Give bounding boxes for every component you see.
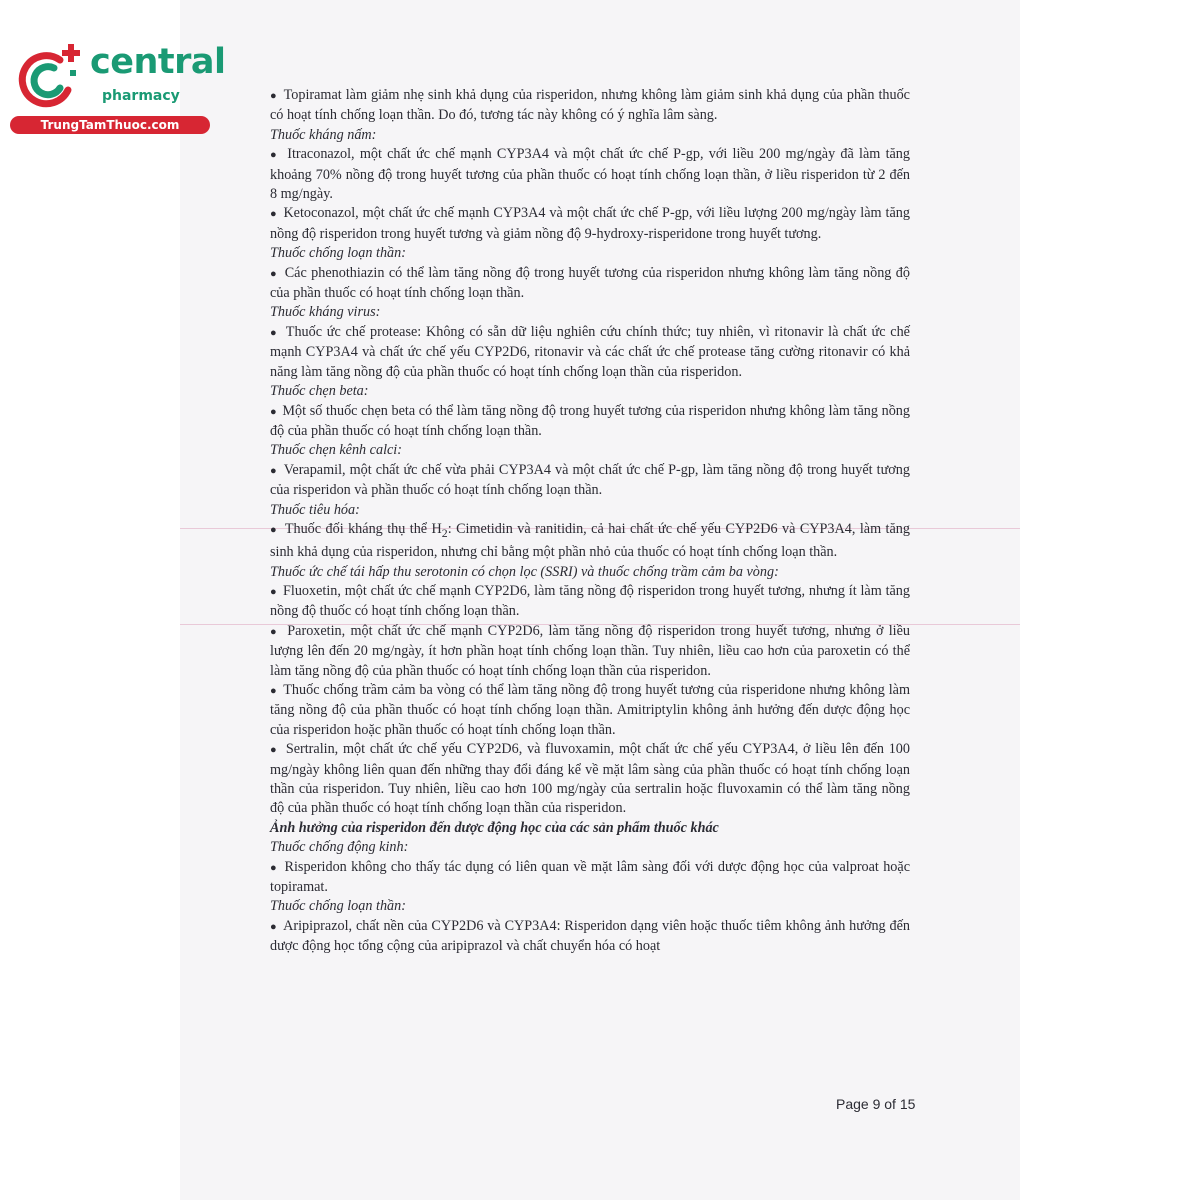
paragraph-paroxetin: ● Paroxetin, một chất ức chế mạnh CYP2D6, làm tăng nồng độ risperidon trong huyết tương, nhưng ở liều lượng lên đến 20 mg/ngày, ít hơn phần hoạt tính chống loạn thần. Tuy nhiên, liều cao hơn của paroxetin có thể làm tăng nồng độ của phần thuốc có hoạt tính chống loạn thần của risperidon. — [270, 622, 910, 681]
paragraph-verapamil: ● Verapamil, một chất ức chế vừa phải CYP3A4 và một chất ức chế P-gp, làm tăng nồng độ trong huyết tương của risperidon và phần thuốc có hoạt tính chống loạn thần. — [270, 461, 910, 501]
paragraph-topiramat: ● Topiramat làm giảm nhẹ sinh khả dụng của risperidon, nhưng không làm giảm sinh khả dụng của phần thuốc có hoạt tính chống loạn thần. Do đó, tương tác này không có ý nghĩa lâm sàng. — [270, 86, 910, 126]
heading-antiviral: Thuốc kháng virus: — [270, 304, 381, 321]
heading-antifungal: Thuốc kháng nấm: — [270, 126, 377, 143]
paragraph-beta-blocker: ● Một số thuốc chẹn beta có thể làm tăng nồng độ trong huyết tương của risperidon nhưng không làm tăng nồng độ của phần thuốc có hoạt tính chống loạn thần. — [270, 402, 910, 442]
document-body — [270, 86, 910, 957]
paragraph-itraconazol: ● Itraconazol, một chất ức chế mạnh CYP3A4 và một chất ức chế P-gp, với liều 200 mg/ngày đã làm tăng khoảng 70% nồng độ trong huyết tương của phần thuốc có hoạt tính chống loạn thần, ở liều risperidon từ 2 đến 8 mg/ngày. — [270, 145, 910, 204]
heading-beta-blocker: Thuốc chẹn beta: — [270, 383, 369, 400]
heading-ssri: Thuốc ức chế tái hấp thu serotonin có chọn lọc (SSRI) và thuốc chống trầm cảm ba vòng: — [270, 563, 779, 580]
heading-antiepileptic: Thuốc chống động kinh: — [270, 839, 409, 856]
paragraph-tricyclic: ● Thuốc chống trầm cảm ba vòng có thể làm tăng nồng độ trong huyết tương của risperidone nhưng không làm tăng nồng độ của phần thuốc có hoạt tính chống loạn thần. Amitriptylin không ảnh hưởng đến dược động học của risperidon hoặc phần thuốc có hoạt tính chống loạn thần. — [270, 681, 910, 740]
paragraph-valproat: ● Risperidon không cho thấy tác dụng có liên quan về mặt lâm sàng đối với dược động học của valproat hoặc topiramat. — [270, 858, 910, 898]
paragraph-h2-antagonist — [270, 520, 910, 563]
paragraph-phenothiazin: ● Các phenothiazin có thể làm tăng nồng độ trong huyết tương của risperidon nhưng không làm tăng nồng độ của phần thuốc có hoạt tính chống loạn thần. — [270, 264, 910, 304]
paragraph-protease: ● Thuốc ức chế protease: Không có sẵn dữ liệu nghiên cứu chính thức; tuy nhiên, vì ritonavir là chất ức chế mạnh CYP3A4 và chất ức chế yếu CYP2D6, ritonavir và các chất ức chế protease tăng cường ritonavir có khả năng làm tăng nồng độ của phần thuốc có hoạt tính chống loạn thần của risperidon. — [270, 323, 910, 382]
brand-website-banner: TrungTamThuoc.com — [10, 116, 210, 134]
paragraph-ketoconazol: ● Ketoconazol, một chất ức chế mạnh CYP3A4 và một chất ức chế P-gp, với liều lượng 200 mg/ngày làm tăng nồng độ risperidon trong huyết tương và giảm nồng độ 9-hydroxy-risperidone trong huyết tương. — [270, 204, 910, 244]
h2-text-start: Thuốc đối kháng thụ thể H — [284, 520, 442, 537]
page-number: Page 9 of 15 — [836, 1096, 916, 1112]
paragraph-aripiprazol: ● Aripiprazol, chất nền của CYP2D6 và CYP3A4: Risperidon dạng viên hoặc thuốc tiêm không ảnh hưởng đến dược động học tổng cộng của aripiprazol và chất chuyển hóa có hoạt — [270, 917, 910, 957]
pharmacy-cross-logo-icon — [10, 38, 90, 118]
heading-calcium-blocker: Thuốc chẹn kênh calci: — [270, 442, 402, 459]
heading-antipsychotic: Thuốc chống loạn thần: — [270, 245, 406, 262]
heading-antipsychotic-2: Thuốc chống loạn thần: — [270, 898, 406, 915]
paragraph-fluoxetin: ● Fluoxetin, một chất ức chế mạnh CYP2D6, làm tăng nồng độ risperidon trong huyết tương, nhưng ít làm tăng nồng độ thuốc có hoạt tính chống loạn thần. — [270, 582, 910, 622]
h2-text-end: : Cimetidin và ranitidin, cả hai chất ức chế yếu CYP2D6 và CYP3A4, làm tăng sinh khả dụng của risperidon, nhưng chỉ bằng một phần nhỏ của thuốc có hoạt tính chống loạn thần. — [270, 520, 910, 561]
h2-subscript: 2 — [441, 525, 448, 540]
brand-subtitle: pharmacy — [102, 88, 180, 104]
heading-effect-on-other-drugs: Ảnh hưởng của risperidon đến dược động học của các sản phẩm thuốc khác — [270, 819, 719, 836]
heading-digestive: Thuốc tiêu hóa: — [270, 501, 360, 518]
paragraph-sertralin: ● Sertralin, một chất ức chế yếu CYP2D6, và fluvoxamin, một chất ức chế yếu CYP3A4, ở liều lên đến 100 mg/ngày không liên quan đến những thay đổi đáng kể về mặt lâm sàng của phần thuốc có hoạt tính chống loạn thần của risperidon. Tuy nhiên, liều cao hơn 100 mg/ngày của sertralin hoặc fluvoxamin có thể làm tăng nồng độ của phần thuốc có hoạt tính chống loạn thần của risperidon. — [270, 740, 910, 819]
brand-name: central — [90, 42, 226, 82]
central-pharmacy-logo — [10, 38, 226, 138]
